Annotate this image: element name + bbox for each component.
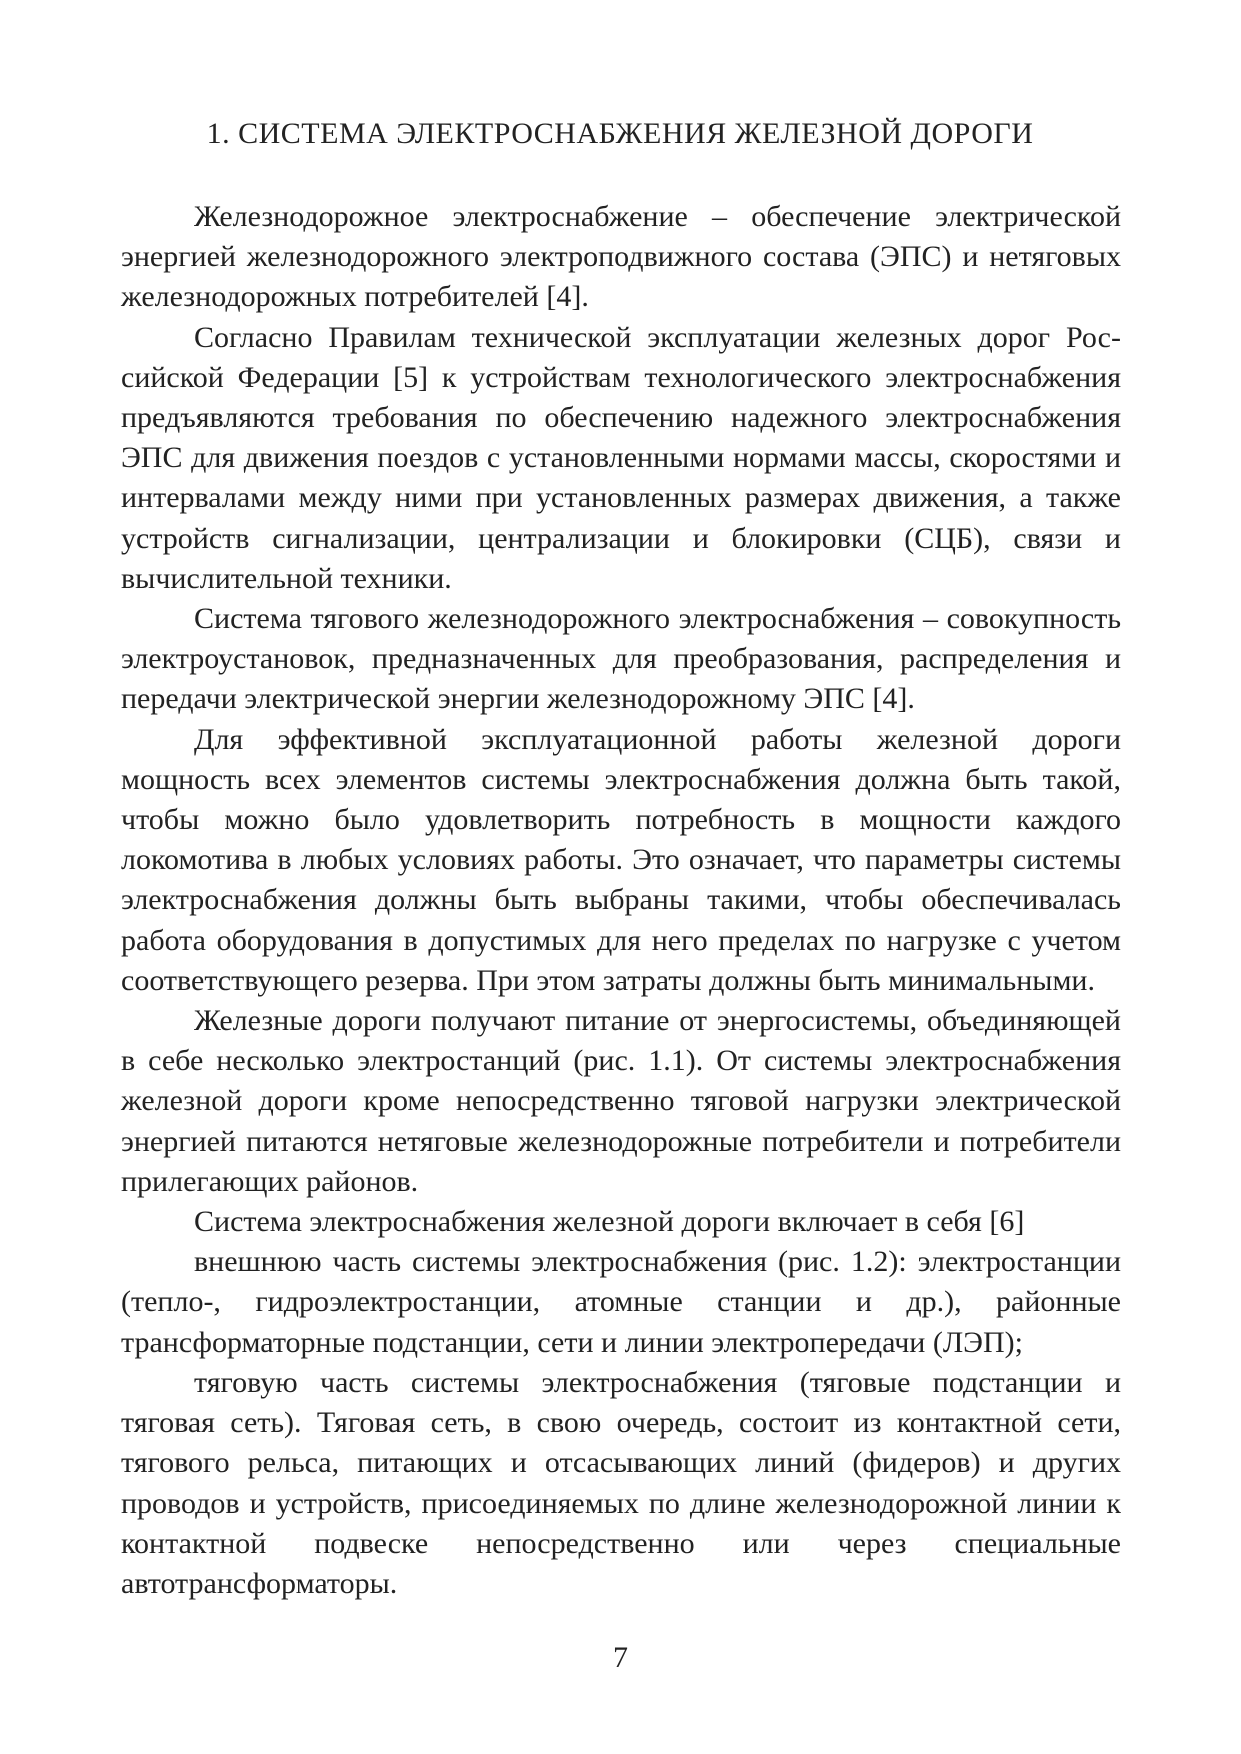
section-title: 1. СИСТЕМА ЭЛЕКТРОСНАБЖЕНИЯ ЖЕЛЕЗНОЙ ДОРОГИ	[206, 117, 1034, 150]
paragraph: Согласно Правилам технической эксплуатации железных дорог Российской Федерации [5] к устройствам технологического электроснабжения предъявляются требования по обеспечению надежного электроснабжения ЭПС для движения поездов с установленными нормами массы, скоростями и интервалами между ними при установленных размерах движения, а также устройств сигнализации, централизации и блокировки (СЦБ), связи и вычислительной техники.	[121, 320, 1121, 595]
paragraph: Система тягового железнодорожного электроснабжения – совокупность электроустановок, предназначенных для преобразования, распределения и передачи электрической энергии железнодорожному ЭПС [4].	[121, 602, 1121, 716]
paragraph: Железнодорожное электроснабжение – обеспечение электрической энергией железнодорожного электроподвижного состава (ЭПС) и нетяговых железнодорожных потребителей [4].	[121, 200, 1121, 314]
paragraph: Железные дороги получают питание от энергосистемы, объединяющей в себе несколько электростанций (рис. 1.1). От системы электроснабжения железной дороги кроме непосредственно тяговой нагрузки электрической энергией питаются нетяговые железнодорожные потребители и потребители прилегающих районов.	[121, 1004, 1121, 1198]
body-text	[121, 197, 1121, 1604]
paragraph: Для эффективной эксплуатационной работы железной дороги мощность всех элементов системы электроснабжения должна быть такой, чтобы можно было удовлетворить потребность в мощности каждого локомотива в любых условиях работы. Это означает, что параметры системы электроснабжения должны быть выбраны такими, чтобы обеспечивалась работа оборудования в допустимых для него пределах по нагрузке с учетом соответствующего резерва. При этом затраты должны быть минимальными.	[121, 722, 1121, 997]
paragraph: Система электроснабжения железной дороги включает в себя [6]	[194, 1205, 1025, 1239]
paragraph: тяговую часть системы электроснабжения (тяговые подстанции и тяговая сеть). Тяговая сеть, в свою очередь, состоит из контактной сети, тягового рельса, питающих и отсасывающих линий (фидеров) и других проводов и устройств, присоединяемых по длине железнодорожной линии к контактной подвеске непосредственно или через специальные автотрансформаторы.	[121, 1365, 1121, 1600]
paragraph: внешнюю часть системы электроснабжения (рис. 1.2): электростанции (тепло-, гидроэлектростанции, атомные станции и др.), районные трансформаторные подстанции, сети и линии электропередачи (ЛЭП);	[121, 1245, 1121, 1359]
page-number: 7	[613, 1641, 628, 1674]
